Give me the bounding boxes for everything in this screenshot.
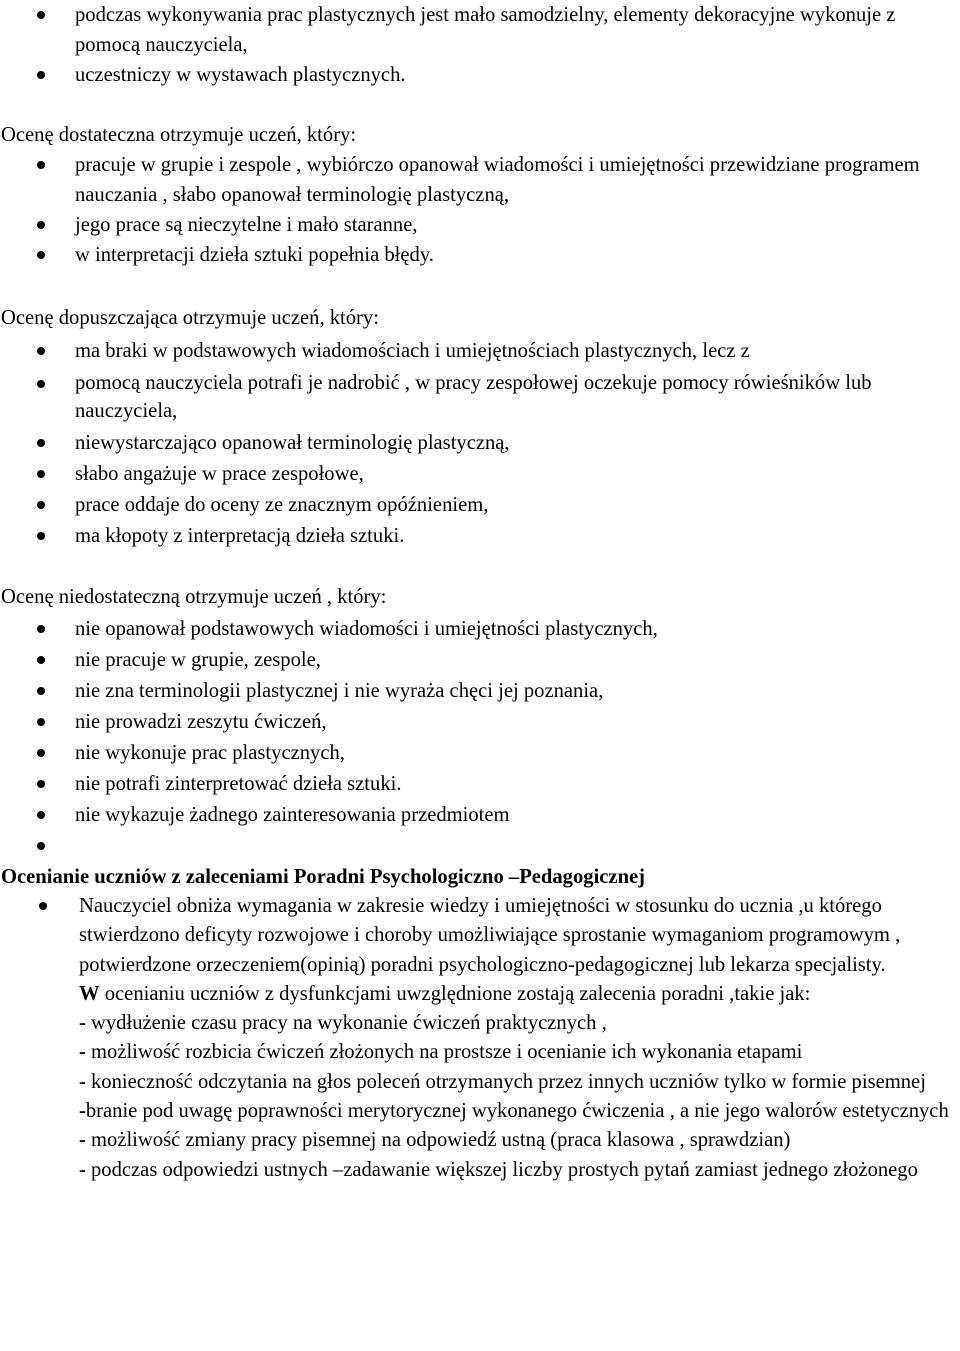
dash: - <box>79 1070 86 1093</box>
list-item <box>0 892 960 1185</box>
list-item: pracuje w grupie i zespole , wybiórczo opanował wiadomości i umiejętności przewidziane programem nauczania , słabo opanował terminologię plastyczną, <box>0 150 960 210</box>
recommendation-line <box>79 1126 958 1155</box>
dopuszczajaca-list <box>0 336 960 551</box>
list-item: ma braki w podstawowych wiadomościach i umiejętnościach plastycznych, lecz z <box>0 336 960 366</box>
grade-intro-dopuszczajaca: Ocenę dopuszczająca otrzymuje uczeń, który: <box>1 307 379 329</box>
paragraph <box>79 980 958 1009</box>
list-item: uczestniczy w wystawach plastycznych. <box>0 60 960 90</box>
grade-intro-niedostateczna: Ocenę niedostateczną otrzymuje uczeń , który: <box>1 586 387 608</box>
list-item: prace oddaje do oceny ze znacznym opóźnieniem, <box>0 490 960 520</box>
recommendations-list <box>0 892 960 1185</box>
recommendation-text: możliwość rozbicia ćwiczeń złożonych na prostsze i ocenianie ich wykonania etapami <box>85 1041 803 1064</box>
recommendation-text: wydłużenie czasu pracy na wykonanie ćwiczeń praktycznych , <box>85 1012 607 1035</box>
list-item: niewystarczająco opanował terminologię plastyczną, <box>0 428 960 458</box>
list-item: nie wykonuje prac plastycznych, <box>0 738 960 768</box>
dash: - <box>79 1100 86 1123</box>
niedostateczna-list <box>0 614 960 861</box>
paragraph: Nauczyciel obniża wymagania w zakresie wiedzy i umiejętności w stosunku do ucznia ,u którego stwierdzono deficyty rozwojowe i choroby umożliwiające sprostanie wymaganiom programowym , potwierdzone orzeczeniem(opinią) poradni psychologiczno-pedagogicznej lub lekarza specjalisty. <box>79 895 901 976</box>
recommendation-text: możliwość zmiany pracy pisemnej na odpowiedź ustną (praca klasowa , sprawdzian) <box>85 1129 791 1152</box>
recommendation-text: konieczność odczytania na głos poleceń otrzymanych przez innych uczniów tylko w formie pisemnej <box>85 1070 926 1093</box>
recommendation-line <box>79 1038 958 1067</box>
list-item: nie wykazuje żadnego zainteresowania przedmiotem <box>0 800 960 830</box>
dash: - <box>79 1012 86 1035</box>
list-item: nie pracuje w grupie, zespole, <box>0 645 960 675</box>
empty-list-item <box>0 831 960 861</box>
recommendation-line <box>79 1009 958 1038</box>
list-item: pomocą nauczyciela potrafi je nadrobić , w pracy zespołowej oczekuje pomocy rówieśników lub nauczyciela, <box>0 369 960 425</box>
top-list <box>0 0 960 90</box>
recommendation-text: branie pod uwagę poprawności merytorycznej wykonanego ćwiczenia , a nie jego walorów estetycznych <box>85 1100 949 1123</box>
dostateczna-list <box>0 150 960 270</box>
paragraph-lead-letter: W <box>79 982 100 1005</box>
grade-intro-dostateczna: Ocenę dostateczna otrzymuje uczeń, który: <box>1 124 357 146</box>
list-item: ma kłopoty z interpretacją dzieła sztuki. <box>0 521 960 551</box>
recommendation-line <box>79 1156 958 1185</box>
list-item: nie potrafi zinterpretować dzieła sztuki. <box>0 769 960 799</box>
list-item: podczas wykonywania prac plastycznych jest mało samodzielny, elementy dekoracyjne wykonuje z pomocą nauczyciela, <box>0 0 960 60</box>
list-item: nie opanował podstawowych wiadomości i umiejętności plastycznych, <box>0 614 960 644</box>
recommendation-line <box>79 1068 958 1097</box>
recommendation-text: podczas odpowiedzi ustnych –zadawanie większej liczby prostych pytań zamiast jednego złożonego <box>85 1158 918 1181</box>
recommendation-line <box>79 1097 958 1126</box>
dash: - <box>79 1041 86 1064</box>
list-item: słabo angażuje w prace zespołowe, <box>0 459 960 489</box>
dash: - <box>79 1129 86 1152</box>
dash: - <box>79 1158 86 1181</box>
list-item: jego prace są nieczytelne i mało staranne, <box>0 210 960 240</box>
list-item: nie prowadzi zeszytu ćwiczeń, <box>0 707 960 737</box>
list-item: nie zna terminologii plastycznej i nie wyraża chęci jej poznania, <box>0 676 960 706</box>
paragraph-text: ocenianiu uczniów z dysfunkcjami uwzględnione zostają zalecenia poradni ,takie jak: <box>99 982 811 1005</box>
section-heading: Ocenianie uczniów z zaleceniami Poradni Psychologiczno –Pedagogicznej <box>1 866 646 888</box>
list-item: w interpretacji dzieła sztuki popełnia błędy. <box>0 240 960 270</box>
